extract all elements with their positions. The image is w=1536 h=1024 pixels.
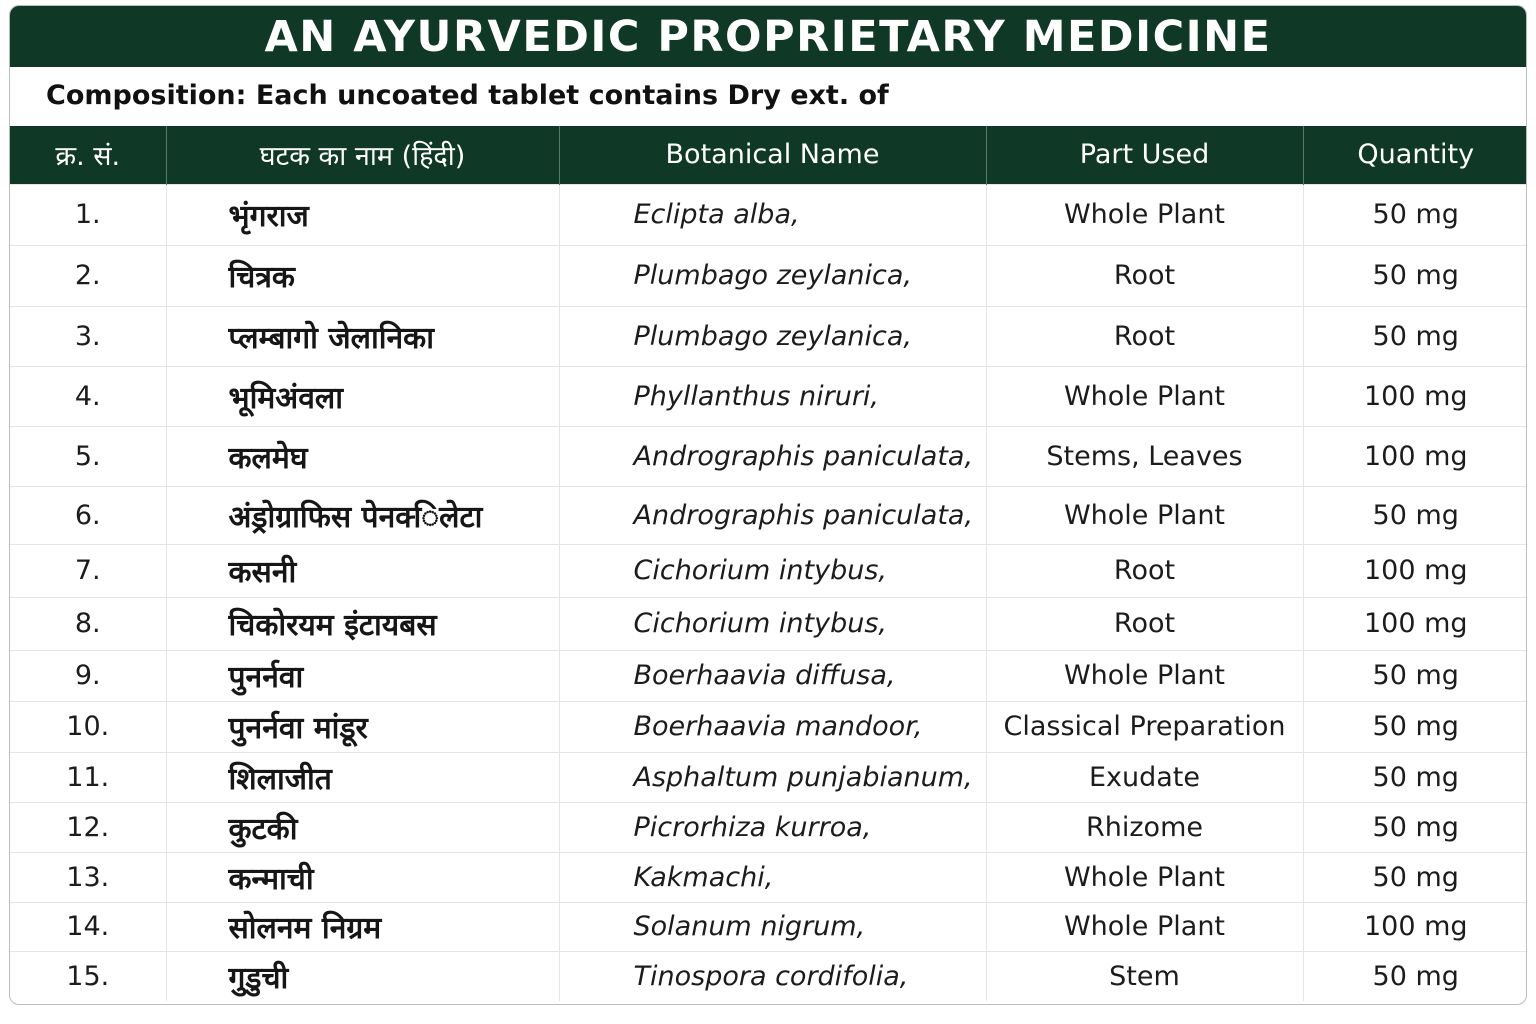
serial-no-cell: 15. — [10, 951, 166, 1001]
serial-no-cell: 1. — [10, 184, 166, 245]
part-used-cell: Root — [986, 597, 1303, 650]
quantity-cell: 100 mg — [1303, 544, 1527, 597]
botanical-name-cell: Cichorium intybus, — [559, 544, 986, 597]
hindi-name-cell: अंड्रोग्राफिस पेनक्‍िलेटा — [166, 486, 559, 544]
hindi-name-cell: शिलाजीत — [166, 752, 559, 802]
part-used-cell: Whole Plant — [986, 852, 1303, 902]
serial-no-cell: 13. — [10, 852, 166, 902]
botanical-name-cell: Picrorhiza kurroa, — [559, 802, 986, 852]
botanical-name-cell: Tinospora cordifolia, — [559, 951, 986, 1001]
hindi-name-cell: पुनर्नवा मांडूर — [166, 701, 559, 752]
table-row — [10, 951, 1527, 1001]
serial-no-cell: 5. — [10, 426, 166, 486]
quantity-cell: 50 mg — [1303, 951, 1527, 1001]
serial-no-cell: 3. — [10, 306, 166, 366]
page-title: AN AYURVEDIC PROPRIETARY MEDICINE — [264, 11, 1272, 62]
part-used-cell: Whole Plant — [986, 650, 1303, 701]
quantity-cell: 100 mg — [1303, 426, 1527, 486]
hindi-name-cell: कुटकी — [166, 802, 559, 852]
botanical-name-cell: Andrographis paniculata, — [559, 426, 986, 486]
part-used-cell: Whole Plant — [986, 366, 1303, 426]
hindi-name-cell: कलमेघ — [166, 426, 559, 486]
composition-text: Composition: Each uncoated tablet contains Dry ext. of — [46, 80, 889, 111]
serial-no-cell: 14. — [10, 902, 166, 951]
serial-no-cell: 6. — [10, 486, 166, 544]
hindi-name-cell: चित्रक — [166, 245, 559, 306]
botanical-name-cell: Kakmachi, — [559, 852, 986, 902]
hindi-name-cell: पुनर्नवा — [166, 650, 559, 701]
hindi-name-cell: चिकोरयम इंटायबस — [166, 597, 559, 650]
part-used-cell: Exudate — [986, 752, 1303, 802]
part-used-cell: Whole Plant — [986, 486, 1303, 544]
table-row — [10, 802, 1527, 852]
header-hindi-name: घटक का नाम (हिंदी) — [166, 126, 559, 184]
serial-no-cell: 7. — [10, 544, 166, 597]
serial-no-cell: 8. — [10, 597, 166, 650]
header-botanical-name: Botanical Name — [559, 126, 986, 184]
part-used-cell: Root — [986, 306, 1303, 366]
title-bar — [10, 6, 1526, 67]
table-row — [10, 426, 1527, 486]
serial-no-cell: 11. — [10, 752, 166, 802]
part-used-cell: Stem — [986, 951, 1303, 1001]
part-used-cell: Classical Preparation — [986, 701, 1303, 752]
quantity-cell: 50 mg — [1303, 701, 1527, 752]
medicine-label-card — [9, 5, 1527, 1005]
part-used-cell: Root — [986, 245, 1303, 306]
hindi-name-cell: प्लम्बागो जेलानिका — [166, 306, 559, 366]
table-row — [10, 752, 1527, 802]
hindi-name-cell: गुडुची — [166, 951, 559, 1001]
quantity-cell: 100 mg — [1303, 902, 1527, 951]
table-row — [10, 597, 1527, 650]
part-used-cell: Whole Plant — [986, 902, 1303, 951]
quantity-cell: 50 mg — [1303, 752, 1527, 802]
table-row — [10, 650, 1527, 701]
table-row — [10, 184, 1527, 245]
botanical-name-cell: Solanum nigrum, — [559, 902, 986, 951]
botanical-name-cell: Plumbago zeylanica, — [559, 245, 986, 306]
table-row — [10, 902, 1527, 951]
table-row — [10, 852, 1527, 902]
quantity-cell: 50 mg — [1303, 852, 1527, 902]
quantity-cell: 50 mg — [1303, 486, 1527, 544]
part-used-cell: Whole Plant — [986, 184, 1303, 245]
quantity-cell: 50 mg — [1303, 802, 1527, 852]
hindi-name-cell: सोलनम निग्रम — [166, 902, 559, 951]
table-row — [10, 486, 1527, 544]
table-row — [10, 366, 1527, 426]
hindi-name-cell: कन्माची — [166, 852, 559, 902]
part-used-cell: Root — [986, 544, 1303, 597]
botanical-name-cell: Phyllanthus niruri, — [559, 366, 986, 426]
serial-no-cell: 12. — [10, 802, 166, 852]
serial-no-cell: 9. — [10, 650, 166, 701]
composition-table — [10, 126, 1527, 1001]
part-used-cell: Rhizome — [986, 802, 1303, 852]
serial-no-cell: 2. — [10, 245, 166, 306]
table-row — [10, 701, 1527, 752]
table-row — [10, 306, 1527, 366]
botanical-name-cell: Boerhaavia mandoor, — [559, 701, 986, 752]
hindi-name-cell: कसनी — [166, 544, 559, 597]
botanical-name-cell: Boerhaavia diffusa, — [559, 650, 986, 701]
quantity-cell: 50 mg — [1303, 306, 1527, 366]
header-part-used: Part Used — [986, 126, 1303, 184]
quantity-cell: 50 mg — [1303, 184, 1527, 245]
header-quantity: Quantity — [1303, 126, 1527, 184]
quantity-cell: 50 mg — [1303, 245, 1527, 306]
serial-no-cell: 10. — [10, 701, 166, 752]
quantity-cell: 100 mg — [1303, 597, 1527, 650]
part-used-cell: Stems, Leaves — [986, 426, 1303, 486]
hindi-name-cell: भूमिअंवला — [166, 366, 559, 426]
header-serial-no: क्र. सं. — [55, 141, 121, 173]
hindi-name-cell: भृंगराज — [166, 184, 559, 245]
serial-no-cell: 4. — [10, 366, 166, 426]
botanical-name-cell: Eclipta alba, — [559, 184, 986, 245]
table-row — [10, 245, 1527, 306]
botanical-name-cell: Andrographis paniculata, — [559, 486, 986, 544]
quantity-cell: 100 mg — [1303, 366, 1527, 426]
table-row — [10, 544, 1527, 597]
botanical-name-cell: Asphaltum punjabianum, — [559, 752, 986, 802]
quantity-cell: 50 mg — [1303, 650, 1527, 701]
botanical-name-cell: Plumbago zeylanica, — [559, 306, 986, 366]
botanical-name-cell: Cichorium intybus, — [559, 597, 986, 650]
table-body — [10, 184, 1527, 1001]
table-header-row — [10, 126, 1527, 184]
